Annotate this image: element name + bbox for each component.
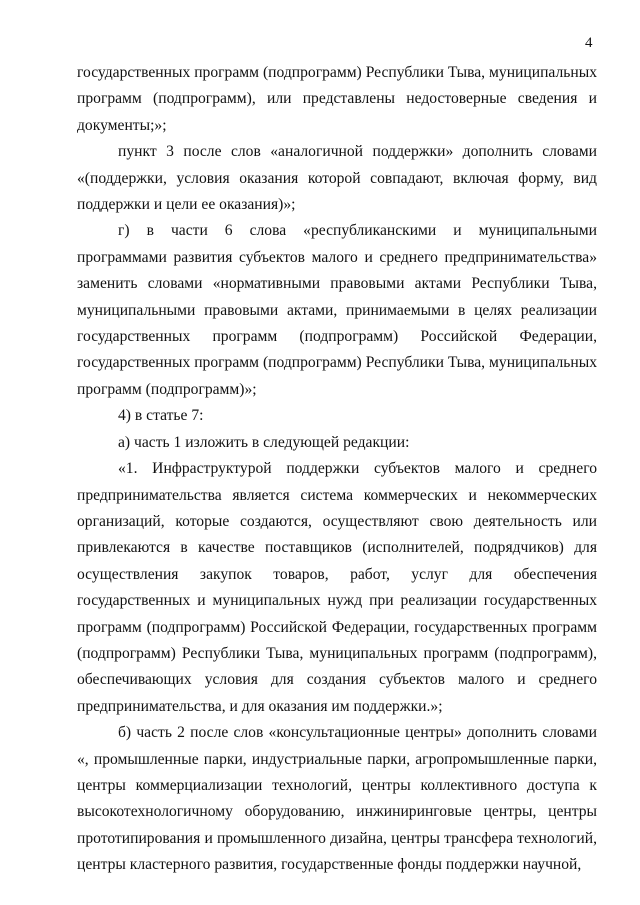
paragraph: б) часть 2 после слов «консультационные центры» дополнить словами «, промышленные парки, индустриальные парки, агропромышленные парки, центры коммерциализации технологий, центры коллективного доступа к высокотехнологичному оборудованию, инжиниринговые центры, центры прототипирования и промышленного дизайна, центры трансфера технологий, центры кластерного развития, государственные фонды поддержки научной, bbox=[77, 724, 597, 874]
paragraph: 4) в статье 7: bbox=[118, 407, 204, 425]
paragraph: г) в части 6 слова «республиканскими и муниципальными программами развития субъектов малого и среднего предпринимательства» заменить словами «нормативными правовыми актами Республики Тыва, муниципальными правовыми актами, принимаемыми в целях реализации государственных программ (подпрограмм) Российской Федерации, государственных программ (подпрограмм) Республики Тыва, муниципальных программ (подпрограмм)»; bbox=[77, 222, 597, 398]
page-number: 4 bbox=[585, 35, 593, 51]
document-body bbox=[77, 60, 597, 879]
paragraph: «1. Инфраструктурой поддержки субъектов малого и среднего предпринимательства является система коммерческих и некоммерческих организаций, которые создаются, осуществляют свою деятельность или привлекаются в качестве поставщиков (исполнителей, подрядчиков) для осуществления закупок товаров, работ, услуг для обеспечения государственных и муниципальных нужд при реализации государственных программ (подпрограмм) Российской Федерации, государственных программ (подпрограмм) Республики Тыва, муниципальных программ (подпрограмм), обеспечивающих условия для создания субъектов малого и среднего предпринимательства, и для оказания им поддержки.»; bbox=[77, 460, 597, 715]
paragraph: а) часть 1 изложить в следующей редакции: bbox=[118, 433, 410, 451]
paragraph: пункт 3 после слов «аналогичной поддержки» дополнить словами «(поддержки, условия оказания которой совпадают, включая форму, вид поддержки и цели ее оказания)»; bbox=[77, 143, 597, 214]
paragraph: государственных программ (подпрограмм) Республики Тыва, муниципальных программ (подпрограмм), или представлены недостоверные сведения и документы;»; bbox=[77, 64, 597, 134]
